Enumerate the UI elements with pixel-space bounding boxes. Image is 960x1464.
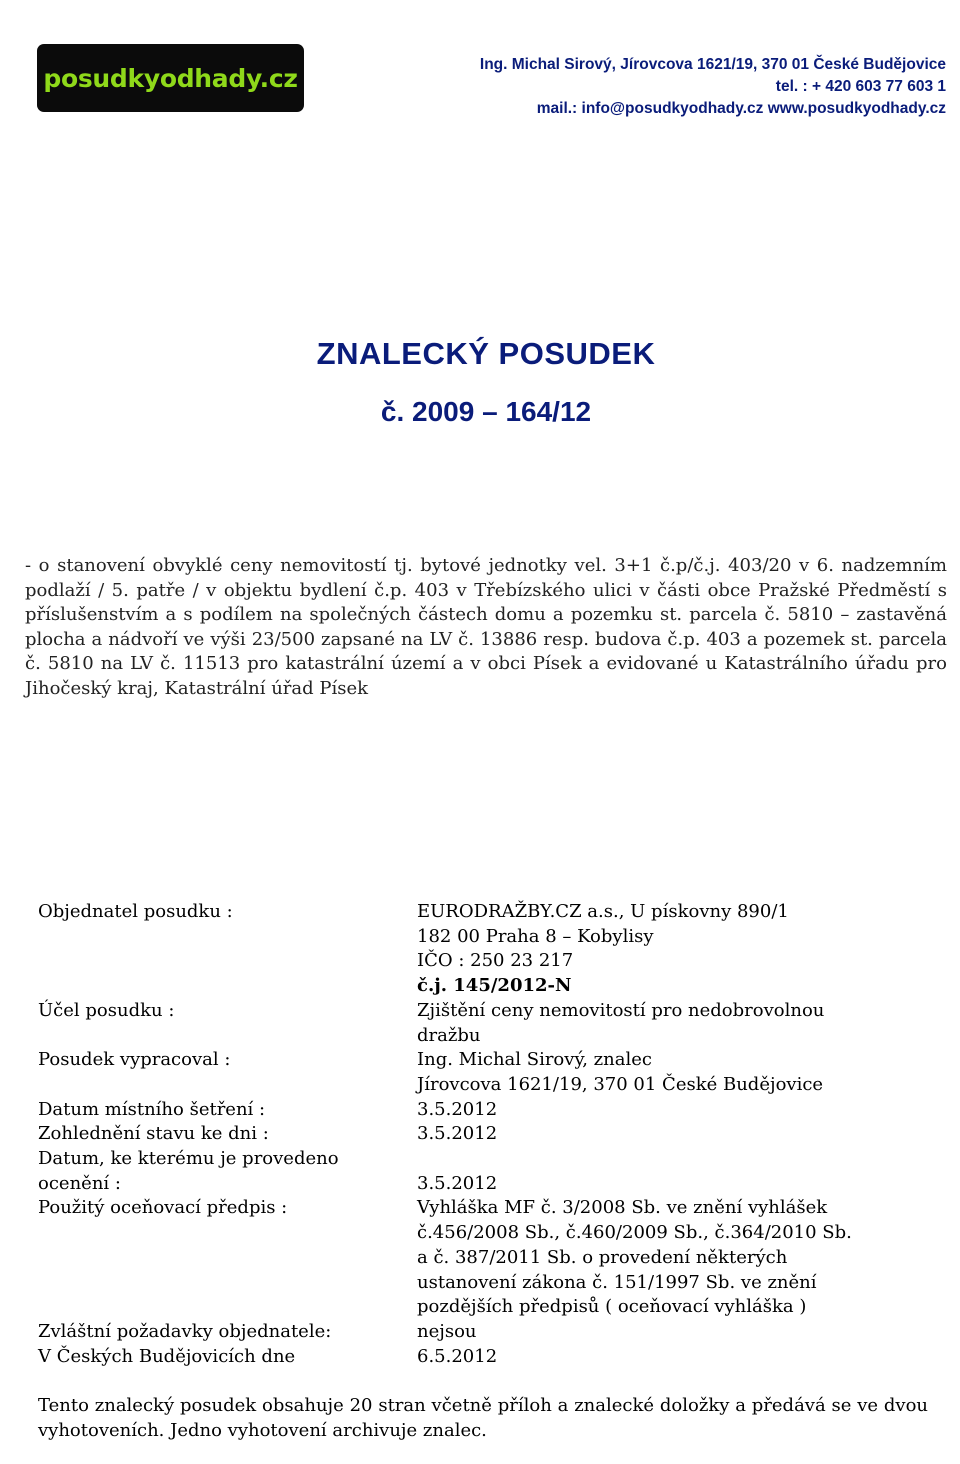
empty-label — [38, 949, 417, 974]
predpis-value-4: ustanovení zákona č. 151/1997 Sb. ve znění — [417, 1271, 817, 1293]
vypracoval-label: Posudek vypracoval : — [38, 1049, 231, 1071]
vypracoval-row — [38, 1048, 918, 1073]
predpis-value-3: a č. 387/2011 Sb. o provedení některých — [417, 1246, 788, 1268]
datum-oceneni-label: Datum, ke kterému je provedeno — [38, 1148, 339, 1170]
predpis-row-5 — [38, 1295, 918, 1320]
pozadavky-row — [38, 1320, 918, 1345]
predpis-row-4 — [38, 1271, 918, 1296]
pozadavky-label: Zvláštní požadavky objednatele: — [38, 1320, 332, 1342]
vypracoval-address: Jírovcova 1621/19, 370 01 České Budějovice — [417, 1073, 824, 1095]
datum-oceneni-label-2: ocenění : — [38, 1172, 121, 1194]
footer-note: Tento znalecký posudek obsahuje 20 stran včetně příloh a znalecké doložky a předává se ve dvou vyhotoveních. Jedno vyhotovení archivuje znalec. — [38, 1395, 928, 1441]
ucel-row — [38, 999, 918, 1024]
empty-label — [38, 974, 417, 999]
empty-label — [38, 1295, 417, 1320]
predpis-row-2 — [38, 1221, 918, 1246]
objednatel-label: Objednatel posudku : — [38, 901, 233, 922]
objednatel-ico: IČO : 250 23 217 — [417, 950, 574, 972]
logo-text: posudkyodhady.cz — [43, 63, 298, 93]
company-logo — [37, 44, 304, 112]
objednatel-value: EURODRAŽBY.CZ a.s., U pískovny 890/1 — [417, 901, 789, 922]
zohledneni-row — [38, 1122, 918, 1147]
objednatel-ico-row — [38, 949, 918, 974]
zohledneni-label: Zohlednění stavu ke dni : — [38, 1123, 269, 1145]
predpis-value-2: č.456/2008 Sb., č.460/2009 Sb., č.364/2010 Sb. — [417, 1222, 852, 1244]
misto-row — [38, 1345, 918, 1370]
header-email-web: mail.: info@posudkyodhady.cz www.posudkyodhady.cz — [536, 100, 946, 117]
subject-description: - o stanovení obvyklé ceny nemovitostí tj. bytové jednotky vel. 3+1 č.p/č.j. 403/20 v 6. nadzemním podlaží / 5. patře / v objektu bydlení č.p. 403 v Třebízského ulici v části obce Pražské Předměstí s příslušenstvím a s podílem na společných částech domu a pozemku st. parcela č. 5810 – zastavěná plocha a nádvoří ve výši 23/500 zapsané na LV č. 13886 resp. budova č.p. 403 a pozemek st. parcela č. 5810 na LV č. 11513 pro katastrální území a v obci Písek a evidované u Katastrálního úřadu pro Jihočeský kraj, Katastrální úřad Písek — [25, 555, 947, 699]
predpis-row — [38, 1196, 918, 1221]
datum-oceneni-row-2 — [38, 1172, 918, 1197]
predpis-row-3 — [38, 1246, 918, 1271]
predpis-value-5: pozdějších předpisů ( oceňovací vyhláška ) — [417, 1296, 807, 1318]
predpis-value: Vyhláška MF č. 3/2008 Sb. ve znění vyhlášek — [417, 1197, 828, 1219]
header-phone: tel. : + 420 603 77 603 1 — [775, 78, 946, 95]
pozadavky-value: nejsou — [417, 1320, 477, 1342]
header-address: Ing. Michal Sirový, Jírovcova 1621/19, 370 01 České Budějovice — [479, 56, 946, 73]
datum-oceneni-row — [38, 1147, 918, 1172]
ucel-label: Účel posudku : — [38, 999, 175, 1021]
document-number: č. 2009 – 164/12 — [380, 396, 592, 427]
datum-setreni-row — [38, 1098, 918, 1123]
objednatel-row — [38, 900, 918, 925]
ucel-value-2: dražbu — [417, 1024, 481, 1046]
header-contact — [480, 54, 946, 120]
report-details — [38, 900, 918, 1369]
objednatel-address: 182 00 Praha 8 – Kobylisy — [417, 925, 654, 947]
zohledneni-value: 3.5.2012 — [417, 1123, 498, 1145]
vypracoval-value: Ing. Michal Sirový, znalec — [417, 1049, 652, 1071]
empty-label — [38, 1271, 417, 1296]
misto-label: V Českých Budějovicích dne — [38, 1345, 296, 1367]
ucel-row-2 — [38, 1024, 918, 1049]
empty-label — [38, 1246, 417, 1271]
datum-setreni-label: Datum místního šetření : — [38, 1098, 266, 1120]
datum-setreni-value: 3.5.2012 — [417, 1098, 498, 1120]
predpis-label: Použitý oceňovací předpis : — [38, 1197, 288, 1219]
empty-label — [38, 925, 417, 950]
datum-oceneni-value: 3.5.2012 — [417, 1172, 498, 1194]
objednatel-cj-row — [38, 974, 918, 999]
document-title: ZNALECKÝ POSUDEK — [316, 336, 656, 371]
misto-value: 6.5.2012 — [417, 1345, 498, 1367]
empty-label — [38, 1221, 417, 1246]
ucel-value: Zjištění ceny nemovitostí pro nedobrovolnou — [417, 999, 825, 1021]
empty-label — [38, 1073, 417, 1098]
empty-label — [38, 1024, 417, 1049]
objednatel-cj: č.j. 145/2012-N — [417, 975, 572, 997]
vypracoval-row-2 — [38, 1073, 918, 1098]
objednatel-address-row — [38, 925, 918, 950]
empty-value — [417, 1147, 918, 1172]
